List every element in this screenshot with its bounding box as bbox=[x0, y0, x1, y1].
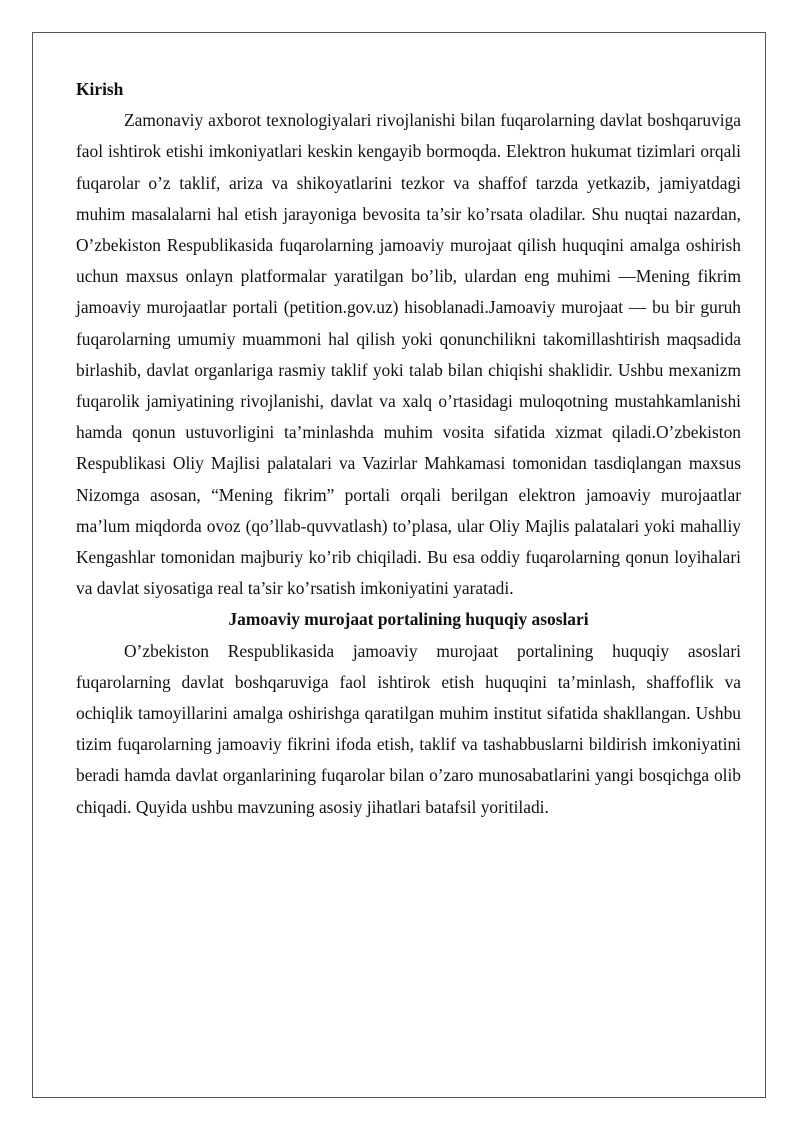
paragraph-legal-basis: O’zbekiston Respublikasida jamoaviy murojaat portalining huquqiy asoslari fuqarolarning davlat boshqaruviga faol ishtirok etish huquqini ta’minlash, shaffoflik va ochiqlik tamoyillarini amalga oshirishga qaratilgan muhim institut sifatida shakllangan. Ushbu tizim fuqarolarning jamoaviy fikrini ifoda etish, taklif va tashabbuslarni bildirish imkoniyatini beradi hamda davlat organlarining fuqarolar bilan o’zaro munosabatlarini yangi bosqichga olib chiqadi. Quyida ushbu mavzuning asosiy jihatlari batafsil yoritiladi. bbox=[76, 640, 741, 817]
heading-legal-basis: Jamoaviy murojaat portalining huquqiy asoslari bbox=[228, 609, 589, 630]
document-body bbox=[76, 74, 741, 823]
paragraph-intro: Zamonaviy axborot texnologiyalari rivojlanishi bilan fuqarolarning davlat boshqaruviga faol ishtirok etishi imkoniyatlari keskin kengayib bormoqda. Elektron hukumat tizimlari orqali fuqarolar o’z taklif, ariza va shikoyatlarini tezkor va shaffof tarzda yetkazib, jamiyatdagi muhim masalalarni hal etish jarayoniga bevosita ta’sir ko’rsata oladilar. Shu nuqtai nazardan, O’zbekiston Respublikasida fuqarolarning jamoaviy murojaat qilish huquqini amalga oshirish uchun maxsus onlayn platformalar yaratilgan bo’lib, ulardan eng muhimi —Mening fikrim jamoaviy murojaatlar portali (petition.gov.uz) hisoblanadi.Jamoaviy murojaat — bu bir guruh fuqarolarning umumiy muammoni hal qilish yoki qonunchilikni takomillashtirish maqsadida birlashib, davlat organlariga rasmiy taklif yoki talab bilan chiqishi shaklidir. Ushbu mexanizm fuqarolik jamiyatining rivojlanishi, davlat va xalq o’rtasidagi muloqotning mustahkamlanishi hamda qonun ustuvorligini ta’minlashda muhim vosita sifatida xizmat qiladi.O’zbekiston Respublikasi Oliy Majlisi palatalari va Vazirlar Mahkamasi tomonidan tasdiqlangan maxsus Nizomga asosan, “Mening fikrim” portali orqali berilgan elektron jamoaviy murojaatlar ma’lum miqdorda ovoz (qo’llab-quvvatlash) to’plasa, ular Oliy Majlis palatalari yoki mahalliy Kengashlar tomonidan majburiy ko’rib chiqiladi. Bu esa oddiy fuqarolarning qonun loyihalari va davlat siyosatiga real ta’sir ko’rsatish imkoniyatini yaratadi. bbox=[76, 110, 741, 599]
heading-intro: Kirish bbox=[76, 79, 124, 99]
